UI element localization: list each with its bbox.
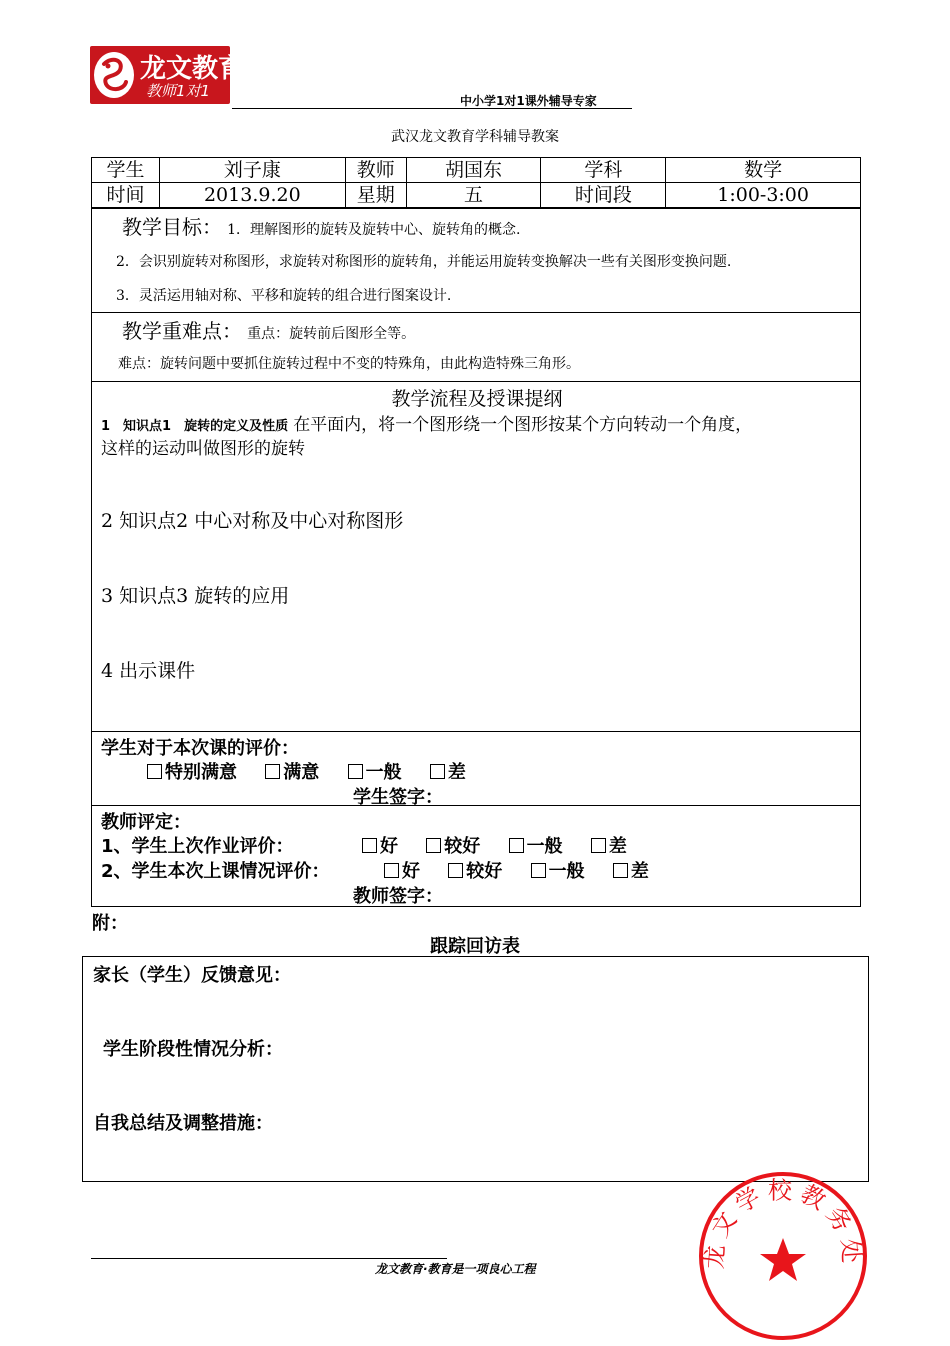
option-fairly-good[interactable]: 较好	[426, 836, 480, 857]
knowledge-point-1-heading: 1 知识点1 旋转的定义及性质	[101, 419, 289, 434]
checkbox-icon[interactable]	[265, 764, 280, 779]
subject-value: 数学	[666, 158, 861, 183]
self-summary-label: 自我总结及调整措施：	[93, 1113, 273, 1134]
key-points-section	[91, 312, 861, 382]
checkbox-icon[interactable]	[426, 838, 441, 853]
parent-feedback-label: 家长（学生）反馈意见：	[93, 965, 291, 986]
objective-item-1: 1．理解图形的旋转及旋转中心、旋转角的概念.	[227, 222, 521, 238]
student-eval-options	[147, 758, 466, 784]
process-title: 教学流程及授课提纲	[391, 388, 563, 410]
table-row	[92, 158, 861, 183]
knowledge-point-1-text: 在平面内，将一个图形绕一个图形按某个方向转动一个角度，	[293, 415, 753, 435]
option-average[interactable]: 一般	[509, 836, 563, 857]
checkbox-icon[interactable]	[531, 863, 546, 878]
school-seal-stamp	[697, 1170, 869, 1342]
option-fairly-good[interactable]: 较好	[448, 861, 502, 882]
option-good[interactable]: 好	[362, 836, 398, 857]
logo-subtitle: 教师1对1	[146, 82, 211, 100]
checkbox-icon[interactable]	[448, 863, 463, 878]
checkbox-icon[interactable]	[147, 764, 162, 779]
weekday-label: 星期	[345, 183, 406, 208]
student-eval-label: 学生对于本次课的评价：	[101, 738, 299, 759]
star-icon	[760, 1238, 806, 1281]
student-label: 学生	[92, 158, 160, 183]
subject-label: 学科	[541, 158, 666, 183]
option-average[interactable]: 一般	[348, 762, 402, 783]
checkbox-icon[interactable]	[362, 838, 377, 853]
show-courseware: 4 出示课件	[101, 660, 196, 682]
followup-title: 跟踪回访表	[430, 936, 520, 957]
homework-eval-options	[362, 832, 627, 858]
checkbox-icon[interactable]	[348, 764, 363, 779]
followup-table	[82, 956, 869, 1182]
checkbox-icon[interactable]	[384, 863, 399, 878]
objectives-label: 教学目标：	[122, 215, 222, 239]
teacher-eval-label: 教师评定：	[101, 812, 191, 833]
time-slot-label: 时间段	[541, 183, 666, 208]
svg-text:龙文学校教务处: 龙文学校教务处	[700, 1176, 866, 1270]
class-eval-options	[384, 857, 649, 883]
date-value: 2013.9.20	[159, 183, 345, 208]
time-slot-value: 1:00-3:00	[666, 183, 861, 208]
footer-rule	[91, 1258, 447, 1259]
brand-logo	[90, 46, 245, 104]
knowledge-point-2: 2 知识点2 中心对称及中心对称图形	[101, 510, 404, 532]
knowledge-point-1-text-cont: 这样的运动叫做图形的旋转	[101, 439, 305, 459]
objective-item-3: 3．灵活运用轴对称、平移和旋转的组合进行图案设计.	[116, 288, 452, 304]
time-label: 时间	[92, 183, 160, 208]
lesson-info-table	[91, 157, 861, 208]
table-row	[92, 183, 861, 208]
objectives-section	[91, 208, 861, 313]
checkbox-icon[interactable]	[509, 838, 524, 853]
homework-eval-label: 1、学生上次作业评价：	[101, 836, 294, 857]
objective-item-2: 2．会识别旋转对称图形，求旋转对称图形的旋转角，并能运用旋转变换解决一些有关图形变换问题.	[116, 254, 732, 270]
header-tagline: 中小学1对1课外辅导专家	[460, 94, 597, 108]
option-poor[interactable]: 差	[430, 762, 466, 783]
teacher-evaluation-section	[91, 805, 861, 907]
footer-slogan: 龙文教育·教育是一项良心工程	[375, 1262, 536, 1276]
option-poor[interactable]: 差	[613, 861, 649, 882]
checkbox-icon[interactable]	[430, 764, 445, 779]
student-signature-label: 学生签字：	[353, 787, 443, 808]
option-good[interactable]: 好	[384, 861, 420, 882]
class-eval-label: 2、学生本次上课情况评价：	[101, 861, 330, 882]
student-analysis-label: 学生阶段性情况分析：	[103, 1039, 283, 1060]
teacher-name: 胡国东	[406, 158, 541, 183]
teacher-signature-label: 教师签字：	[353, 886, 443, 907]
student-name: 刘子康	[159, 158, 345, 183]
checkbox-icon[interactable]	[591, 838, 606, 853]
appendix-label: 附：	[92, 913, 128, 934]
teacher-label: 教师	[345, 158, 406, 183]
option-very-satisfied[interactable]: 特别满意	[147, 762, 237, 783]
option-poor[interactable]: 差	[591, 836, 627, 857]
key-points-label: 教学重难点：	[122, 319, 242, 343]
difficulty-text: 难点：旋转问题中要抓住旋转过程中不变的特殊角，由此构造特殊三角形。	[118, 356, 580, 372]
logo-emblem-icon	[94, 52, 134, 98]
key-point-text: 重点：旋转前后图形全等。	[247, 326, 416, 342]
checkbox-icon[interactable]	[613, 863, 628, 878]
student-evaluation-section	[91, 731, 861, 806]
document-title: 武汉龙文教育学科辅导教案	[391, 129, 559, 145]
homework-eval-row	[101, 832, 294, 858]
option-satisfied[interactable]: 满意	[265, 762, 319, 783]
teaching-process-section	[91, 381, 861, 732]
logo-name: 龙文教育	[140, 54, 245, 84]
option-average[interactable]: 一般	[531, 861, 585, 882]
weekday-value: 五	[406, 183, 541, 208]
knowledge-point-3: 3 知识点3 旋转的应用	[101, 585, 290, 607]
